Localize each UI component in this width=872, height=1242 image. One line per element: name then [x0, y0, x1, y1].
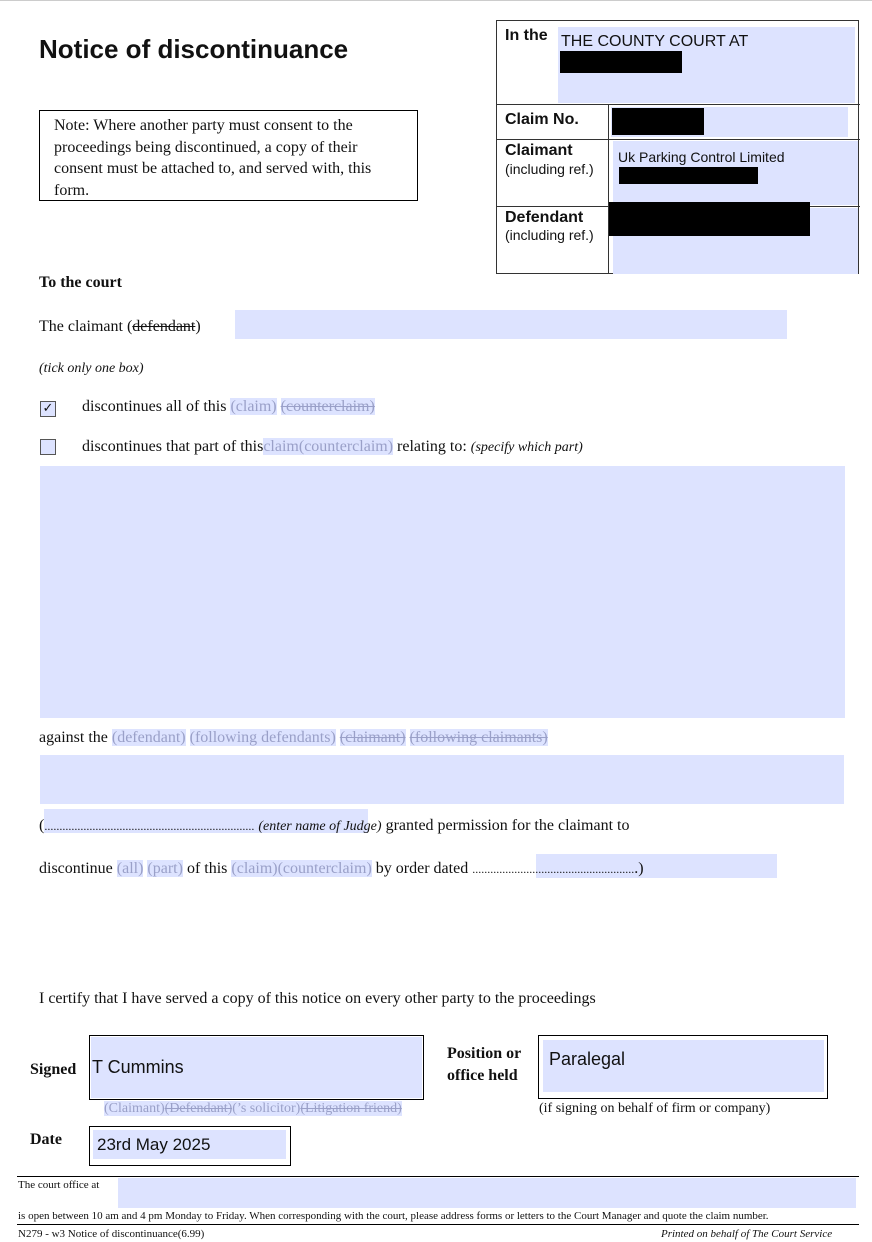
claimant-sub-label: (including ref.) — [505, 161, 594, 177]
against-line — [39, 729, 548, 747]
option-all-counterclaim[interactable]: (counterclaim) — [280, 398, 375, 415]
judge-hint: (enter name of Judge) — [258, 819, 382, 834]
defendant-field[interactable] — [613, 208, 858, 274]
date-field[interactable] — [93, 1130, 286, 1159]
option-all-text — [82, 398, 375, 416]
form-id: N279 - w3 Notice of discontinuance(6.99) — [18, 1228, 205, 1240]
option-part-relating: relating to: — [397, 438, 467, 455]
note-box — [39, 110, 418, 201]
claimant-value: Uk Parking Control Limited — [618, 149, 785, 165]
role-claimant[interactable]: (Claimant) — [104, 1101, 165, 1116]
redaction-bar — [609, 202, 810, 236]
discontinue-close: .) — [634, 860, 644, 877]
claimant-field[interactable] — [613, 141, 858, 205]
header-box — [496, 20, 859, 274]
date-label: Date — [30, 1131, 62, 1148]
position-hint: (if signing on behalf of firm or company) — [539, 1101, 771, 1116]
row-divider — [497, 139, 860, 140]
position-label-line1: Position or — [447, 1045, 522, 1062]
note-text: Note: Where another party must consent to the proceedings being discontinued, a copy of their consent must be attached to, and served with, this form. — [54, 117, 372, 199]
page-title: Notice of discontinuance — [39, 34, 349, 64]
option-part-text — [82, 438, 583, 456]
position-value: Paralegal — [549, 1049, 626, 1069]
role-defendant[interactable]: (Defendant) — [164, 1101, 233, 1116]
footer-rule-top — [17, 1176, 859, 1177]
redaction-bar — [612, 108, 704, 135]
claimant-label: Claimant — [505, 142, 573, 159]
judge-text: granted permission for the claimant to — [385, 817, 630, 834]
option-part-specify: (specify which part) — [470, 440, 583, 455]
discontinue-line — [39, 860, 644, 878]
redaction-bar — [560, 51, 682, 73]
printed-on-behalf: Printed on behalf of The Court Service — [661, 1228, 833, 1240]
claimant-line — [39, 318, 201, 336]
option-part-label: discontinues that part of this — [82, 438, 264, 455]
option-all-claim[interactable]: (claim) — [230, 398, 277, 415]
signed-label: Signed — [30, 1061, 77, 1078]
opening-hours-text: is open between 10 am and 4 pm Monday to Friday. When corresponding with the court, please address forms or letters to the Court Manager and quote the claim number. — [18, 1210, 769, 1222]
option-part-counterclaim[interactable]: (counterclaim) — [298, 438, 394, 455]
court-field[interactable] — [558, 27, 855, 103]
discontinue-dots: ...................................................... — [472, 862, 635, 876]
court-value: THE COUNTY COURT AT — [561, 33, 749, 50]
discontinue-all-checkbox[interactable]: ✓ — [40, 401, 56, 417]
discontinue-all[interactable]: (all) — [116, 860, 144, 877]
to-the-court-heading: To the court — [39, 274, 122, 291]
against-names-field[interactable] — [40, 755, 844, 804]
position-label-line2: office held — [447, 1067, 518, 1084]
discontinue-of-this: of this — [186, 860, 228, 877]
in-the-label: In the — [505, 27, 548, 44]
signer-roles — [104, 1101, 402, 1117]
defendant-label: Defendant — [505, 209, 584, 226]
option-all-label: discontinues all of this — [82, 398, 227, 415]
claimant-prefix: The claimant ( — [39, 318, 133, 335]
signature-value: T Cummins — [92, 1057, 184, 1077]
discontinue-prefix: discontinue — [39, 860, 113, 877]
against-following-claimants[interactable]: (following claimants) — [409, 729, 548, 746]
court-office-label: The court office at — [18, 1179, 100, 1191]
discontinue-claim-counterclaim[interactable]: (claim)(counterclaim) — [231, 860, 372, 877]
option-part-claim[interactable]: claim — [263, 438, 299, 455]
column-divider — [608, 104, 609, 274]
against-claimant[interactable]: (claimant) — [339, 729, 406, 746]
row-divider — [497, 104, 860, 105]
against-defendant[interactable]: (defendant) — [111, 729, 186, 746]
position-field[interactable] — [543, 1040, 824, 1092]
court-office-field[interactable] — [118, 1178, 856, 1208]
top-rule — [0, 0, 872, 1]
specify-part-field[interactable] — [40, 466, 845, 718]
footer-rule-bottom — [17, 1224, 859, 1225]
discontinue-part[interactable]: (part) — [147, 860, 183, 877]
against-following-defendants[interactable]: (following defendants) — [189, 729, 336, 746]
certify-text: I certify that I have served a copy of this notice on every other party to the proceedings — [39, 990, 596, 1007]
against-prefix: against the — [39, 729, 108, 746]
tick-hint: (tick only one box) — [39, 361, 144, 376]
claim-no-label: Claim No. — [505, 111, 579, 128]
claimant-name-field[interactable] — [235, 310, 787, 339]
judge-open: ( — [39, 817, 45, 834]
judge-dots: ...................................................................... — [44, 819, 255, 833]
role-solicitor[interactable]: (’s solicitor) — [232, 1101, 301, 1116]
defendant-sub-label: (including ref.) — [505, 227, 594, 243]
date-value: 23rd May 2025 — [97, 1135, 211, 1154]
claimant-suffix: ) — [195, 318, 201, 335]
discontinue-order: by order dated — [375, 860, 469, 877]
position-label — [447, 1043, 521, 1087]
role-litigation-friend[interactable]: (Litigation friend) — [300, 1101, 402, 1116]
redaction-bar — [619, 167, 758, 184]
signature-field[interactable] — [91, 1037, 422, 1098]
judge-line — [39, 817, 630, 835]
struck-defendant: defendant — [132, 318, 196, 335]
discontinue-part-checkbox[interactable] — [40, 439, 56, 455]
claim-no-field[interactable] — [611, 107, 848, 137]
